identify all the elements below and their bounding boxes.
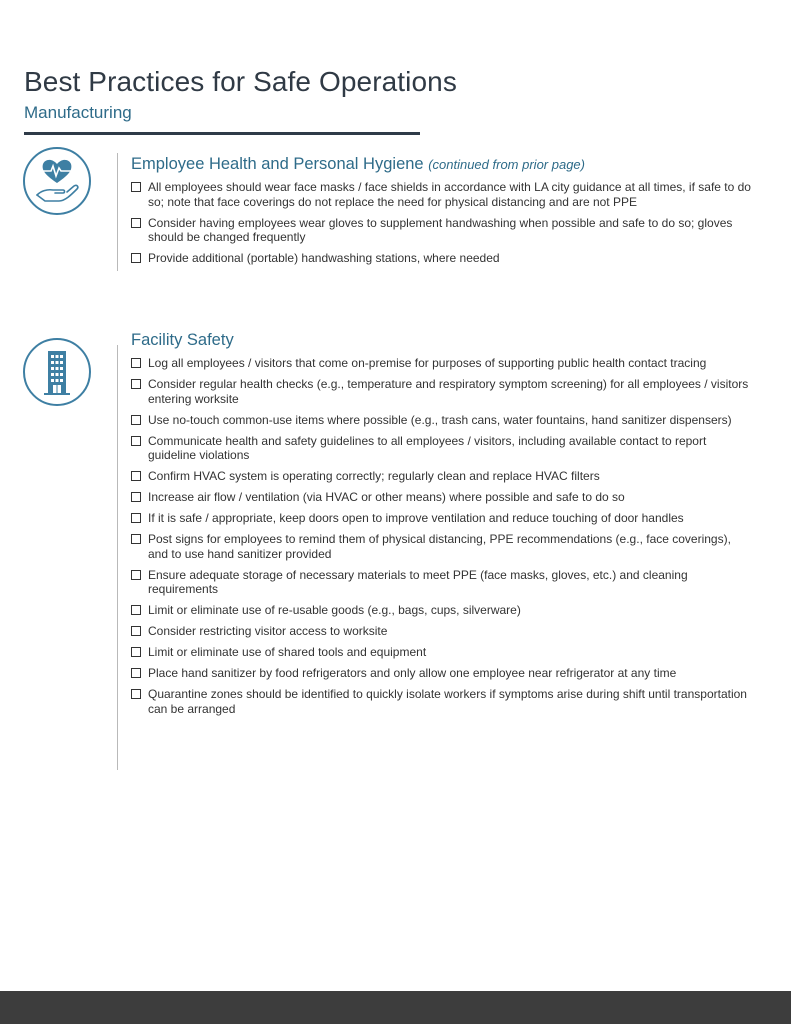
checklist-item: [131, 645, 751, 660]
checklist-item-text: Post signs for employees to remind them of physical distancing, PPE recommendations (e.g., face coverings), and to use hand sanitizer provided: [148, 532, 731, 561]
section-note: (continued from prior page): [428, 157, 585, 172]
checklist-item: [131, 568, 751, 597]
checklist-item: [131, 356, 751, 371]
checklist-item-text: All employees should wear face masks / face shields in accordance with LA city guidance at all times, if safe to do so; note that face coverings do not replace the need for physical distancing and are not PPE: [148, 180, 751, 209]
page-title: Best Practices for Safe Operations: [24, 66, 457, 97]
checkbox-icon: [131, 513, 141, 523]
checklist-item: [131, 180, 751, 209]
section-employee-health: [131, 155, 751, 272]
checkbox-icon: [131, 492, 141, 502]
checklist-item: [131, 532, 751, 561]
checkbox-icon: [131, 668, 141, 678]
checklist-item: [131, 377, 751, 406]
checkbox-icon: [131, 358, 141, 368]
heart-in-hand-icon: [23, 147, 91, 215]
section-title: [131, 155, 751, 174]
checkbox-icon: [131, 436, 141, 446]
checklist-item-text: Provide additional (portable) handwashing stations, where needed: [148, 251, 500, 265]
section-divider-line: [117, 153, 118, 271]
checklist-item-text: Use no-touch common-use items where possible (e.g., trash cans, water fountains, hand sanitizer dispensers): [148, 412, 732, 427]
checkbox-icon: [131, 689, 141, 699]
checklist-item: [131, 469, 751, 484]
footer-bar: [0, 991, 791, 1024]
section-title-text: Facility Safety: [131, 331, 234, 349]
section-divider-line: [117, 345, 118, 770]
checklist-item: [131, 216, 751, 245]
checklist-item: [131, 434, 751, 463]
checklist-item-text: Confirm HVAC system is operating correctly; regularly clean and replace HVAC filters: [148, 469, 600, 483]
section-title-text: Employee Health and Personal Hygiene: [131, 155, 424, 173]
building-icon: [23, 338, 91, 406]
checklist-item: [131, 251, 751, 266]
checkbox-icon: [131, 415, 141, 425]
checklist-item-text: Log all employees / visitors that come on-premise for purposes of supporting public health contact tracing: [148, 356, 707, 370]
checklist: [131, 356, 751, 716]
checklist-item: [131, 490, 751, 505]
checklist-item-text: Communicate health and safety guidelines to all employees / visitors, including available contact to report guideline violations: [148, 433, 707, 462]
checklist-item: [131, 603, 751, 618]
checklist-item-text: Limit or eliminate use of shared tools and equipment: [148, 645, 427, 659]
checkbox-icon: [131, 218, 141, 228]
checklist-item: [131, 666, 751, 681]
checkbox-icon: [131, 605, 141, 615]
checklist-item-text: Consider regular health checks (e.g., temperature and respiratory symptom screening) for all employees / visitors entering worksite: [148, 377, 749, 406]
section-facility-safety: [131, 331, 751, 723]
checkbox-icon: [131, 471, 141, 481]
checklist-item-text: Consider restricting visitor access to worksite: [148, 624, 388, 638]
checklist-item: [131, 413, 751, 428]
checklist-item-text: If it is safe / appropriate, keep doors open to improve ventilation and reduce touching of door handles: [148, 511, 684, 525]
checkbox-icon: [131, 626, 141, 636]
checklist: [131, 180, 751, 266]
checklist-item-text: Place hand sanitizer by food refrigerators and only allow one employee near refrigerator at any time: [148, 666, 677, 680]
checklist-item-text: Consider having employees wear gloves to supplement handwashing when possible and safe to do so; gloves should be changed frequently: [148, 215, 733, 244]
checklist-item: [131, 624, 751, 639]
page-subtitle: Manufacturing: [24, 103, 132, 122]
checklist-item-text: Limit or eliminate use of re-usable goods (e.g., bags, cups, silverware): [148, 603, 521, 617]
checkbox-icon: [131, 253, 141, 263]
checklist-item: [131, 687, 751, 716]
checkbox-icon: [131, 534, 141, 544]
checkbox-icon: [131, 570, 141, 580]
checklist-item-text: Ensure adequate storage of necessary materials to meet PPE (face masks, gloves, etc.) and cleaning requirements: [148, 567, 688, 596]
checkbox-icon: [131, 182, 141, 192]
section-title: [131, 331, 751, 350]
checklist-item-text: Quarantine zones should be identified to quickly isolate workers if symptoms arise during shift until transportation can be arranged: [148, 687, 747, 716]
checklist-item-text: Increase air flow / ventilation (via HVAC or other means) where possible and safe to do so: [148, 490, 625, 504]
checkbox-icon: [131, 647, 141, 657]
checkbox-icon: [131, 379, 141, 389]
title-divider: [24, 132, 420, 135]
checklist-item: [131, 511, 751, 526]
